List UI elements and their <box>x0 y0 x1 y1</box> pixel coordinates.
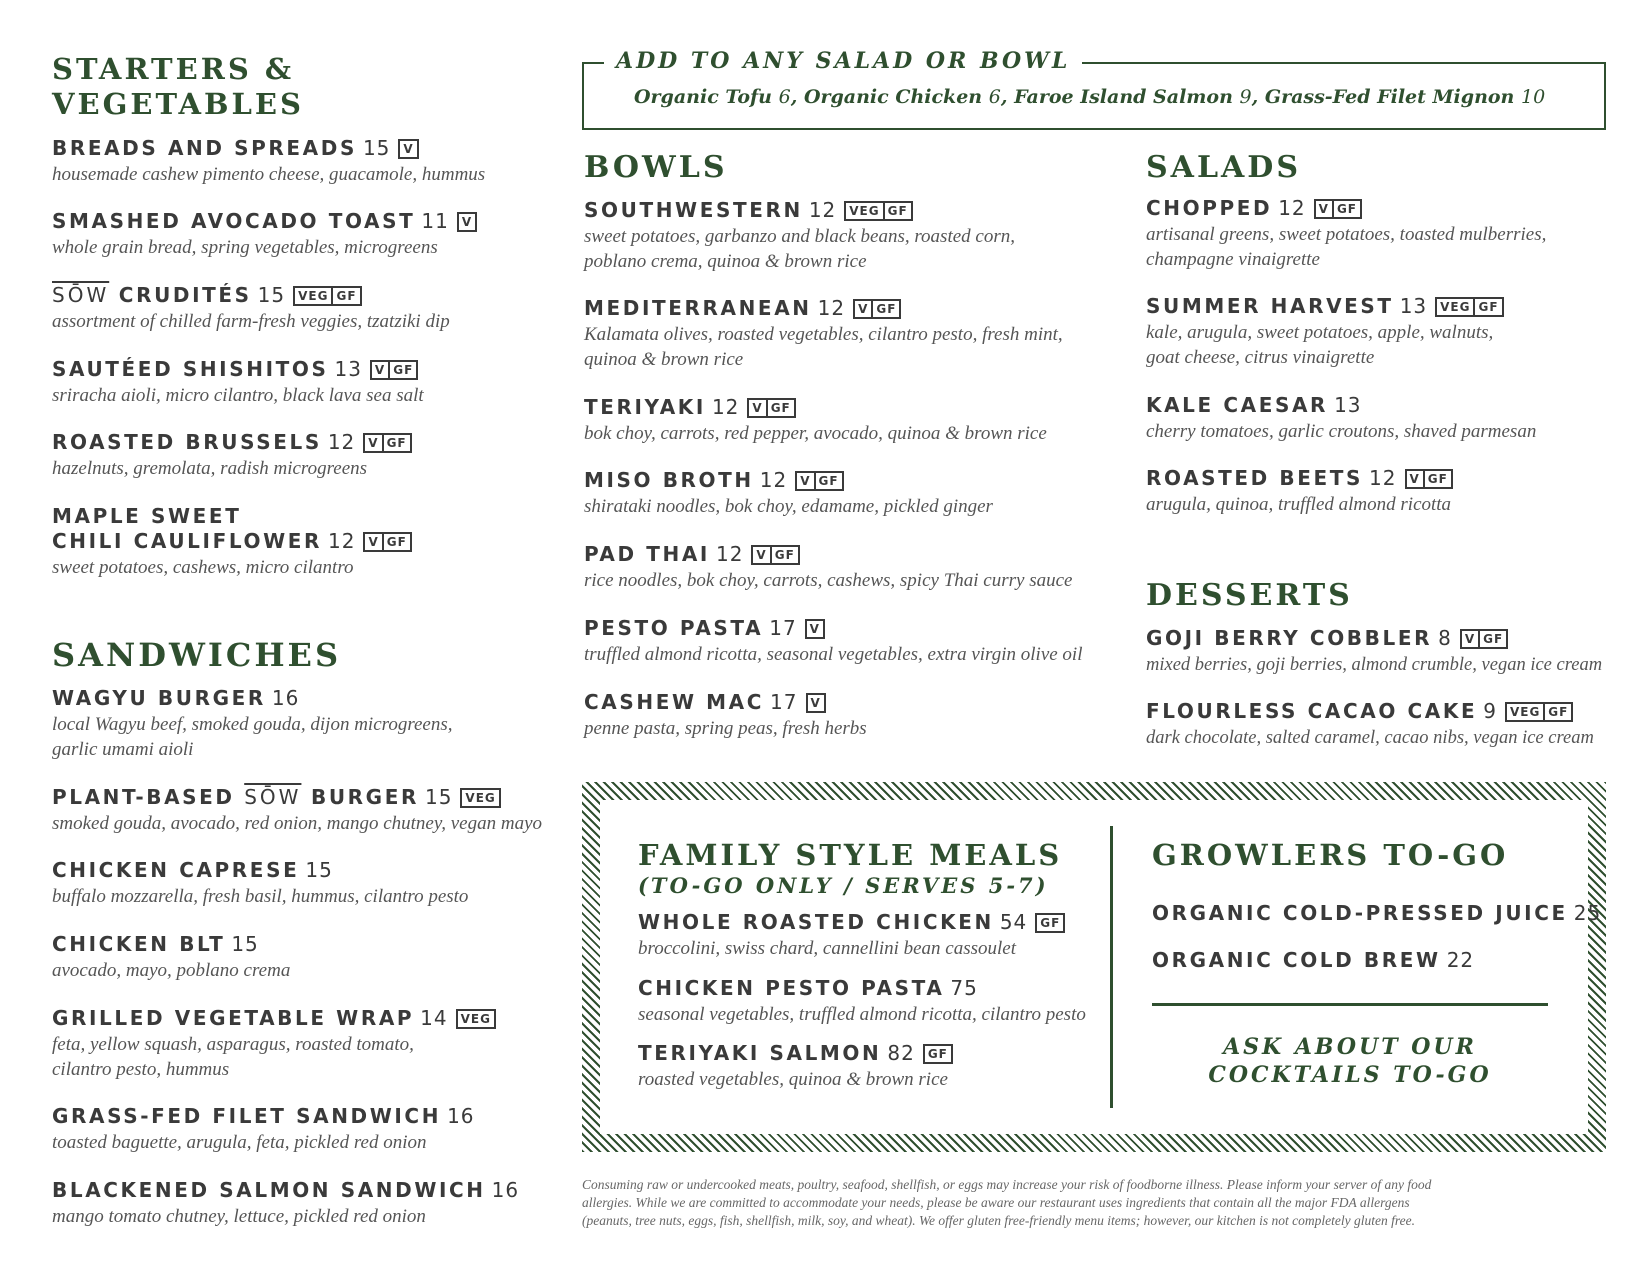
item-price: 12 <box>1278 196 1306 220</box>
item-name: MEDITERRANEAN <box>584 296 812 321</box>
item-name: SAUTÉED SHISHITOS <box>52 356 329 381</box>
item-name-prefix: PLANT-BASED <box>52 784 235 809</box>
item-price: 12 <box>711 394 740 419</box>
addon-price: 10 <box>1521 86 1546 108</box>
item-price: 75 <box>950 975 978 1000</box>
item-price: 13 <box>334 356 362 381</box>
diet-tag: GF <box>923 1044 953 1064</box>
menu-item <box>584 690 1104 742</box>
item-name: FLOURLESS CACAO CAKE <box>1146 699 1478 724</box>
item-description: mango tomato chutney, lettuce, pickled red onion <box>52 1205 426 1227</box>
item-price: 9 <box>1483 699 1497 724</box>
item-description: artisanal greens, sweet potatoes, toasted mulberries, champagne vinaigrette <box>1146 224 1547 270</box>
diet-tag: V <box>370 360 390 380</box>
addon-price: 6 <box>778 86 791 108</box>
diet-tag: GF <box>333 286 361 306</box>
item-name: CRUDITÉS <box>118 282 252 307</box>
item-description: housemade cashew pimento cheese, guacamole, hummus <box>52 163 486 185</box>
bowls-title: BOWLS <box>584 150 728 185</box>
horizontal-divider <box>1152 1003 1548 1006</box>
item-price: 12 <box>328 529 356 554</box>
item-name: GOJI BERRY COBBLER <box>1146 626 1433 650</box>
menu-item <box>584 198 1104 274</box>
diet-tag: V <box>805 619 825 639</box>
item-description: kale, arugula, sweet potatoes, apple, walnuts, goat cheese, citrus vinaigrette <box>1146 322 1494 369</box>
item-description: feta, yellow squash, asparagus, roasted tomato, cilantro pesto, hummus <box>52 1033 414 1080</box>
diet-tags <box>747 398 795 418</box>
desserts-section <box>1146 578 1636 772</box>
item-price: 12 <box>759 468 788 493</box>
diet-tags <box>456 1009 496 1029</box>
item-price: 16 <box>447 1104 475 1129</box>
diet-tags <box>805 619 825 639</box>
item-description: bok choy, carrots, red pepper, avocado, quinoa & brown rice <box>584 422 1047 444</box>
item-description: Kalamata olives, roasted vegetables, cilantro pesto, fresh mint, quinoa & brown rice <box>584 324 1063 371</box>
diet-tag: GF <box>1480 629 1508 649</box>
addon-name: Organic Tofu <box>634 86 772 108</box>
menu-item <box>638 976 1098 1028</box>
menu-item <box>1146 196 1626 272</box>
item-name: WAGYU BURGER <box>52 686 266 711</box>
item-price: 12 <box>715 542 744 567</box>
item-name: CHICKEN CAPRESE <box>52 858 300 883</box>
menu-item <box>584 395 1104 447</box>
diet-tag: GF <box>1334 199 1362 219</box>
menu-item <box>52 504 552 581</box>
item-description: dark chocolate, salted caramel, cacao nibs, vegan ice cream <box>1146 728 1594 749</box>
item-description: rice noodles, bok choy, carrots, cashews, spicy Thai curry sauce <box>584 570 1073 592</box>
item-name: PESTO PASTA <box>584 615 764 640</box>
item-description: cherry tomatoes, garlic croutons, shaved parmesan <box>1146 420 1537 442</box>
diet-tags <box>460 788 500 808</box>
diet-tag: V <box>1460 629 1480 649</box>
menu-item <box>1146 699 1636 750</box>
item-price: 14 <box>420 1005 448 1030</box>
menu-item <box>584 296 1104 372</box>
item-description: sriracha aioli, micro cilantro, black lava sea salt <box>52 384 424 406</box>
item-price: 8 <box>1438 626 1452 650</box>
item-price: 13 <box>1334 392 1362 417</box>
diet-tag: V <box>806 693 826 713</box>
menu-item <box>638 1041 1098 1093</box>
diet-tag: V <box>363 532 383 552</box>
item-description: hazelnuts, gremolata, radish microgreens <box>52 458 368 480</box>
growlers-section <box>1152 838 1602 973</box>
item-name: TERIYAKI SALMON <box>638 1041 882 1066</box>
diet-tags <box>806 693 826 713</box>
diet-tags <box>370 360 418 380</box>
item-name: BLACKENED SALMON SANDWICH <box>52 1177 486 1202</box>
item-price: 16 <box>491 1177 520 1202</box>
item-price: 16 <box>271 686 300 711</box>
diet-tags <box>1505 702 1573 722</box>
family-subtitle: (TO-GO ONLY / SERVES 5-7) <box>638 872 1049 898</box>
item-price: 17 <box>769 615 797 640</box>
sandwiches-title: SANDWICHES <box>52 636 342 674</box>
item-name: SOUTHWESTERN <box>584 198 803 222</box>
diet-tags <box>844 201 912 221</box>
diet-tag: GF <box>384 532 412 552</box>
item-price: 17 <box>770 689 798 714</box>
item-description: assortment of chilled farm-fresh veggies, tzatziki dip <box>52 310 450 332</box>
item-price: 12 <box>327 430 356 455</box>
diet-tag: GF <box>1035 913 1065 933</box>
diet-tag: V <box>751 545 771 565</box>
item-price: 12 <box>808 198 837 222</box>
item-price: 15 <box>305 858 333 883</box>
cocktails-callout: ASK ABOUT OUR COCKTAILS TO-GO <box>1208 1034 1492 1088</box>
diet-tags <box>1460 629 1508 649</box>
item-description: penne pasta, spring peas, fresh herbs <box>584 717 867 739</box>
item-price: 15 <box>424 784 453 809</box>
growlers-title: GROWLERS TO-GO <box>1152 838 1509 872</box>
item-description: toasted baguette, arugula, feta, pickled red onion <box>52 1132 427 1154</box>
menu-item <box>584 616 1104 668</box>
diet-tag: GF <box>885 201 913 221</box>
item-name: CHILI CAULIFLOWER <box>52 529 322 554</box>
diet-tags <box>363 433 411 453</box>
item-description: seasonal vegetables, truffled almond ricotta, cilantro pesto <box>638 1003 1086 1025</box>
diet-tags <box>457 212 477 232</box>
item-price: 22 <box>1446 947 1475 972</box>
salads-section <box>1146 150 1626 540</box>
diet-tag: GF <box>390 360 418 380</box>
addon-name: Faroe Island Salmon <box>1014 86 1233 108</box>
menu-item <box>52 209 552 261</box>
menu-item <box>52 858 572 910</box>
diet-tag: GF <box>873 299 901 319</box>
item-name: BURGER <box>311 784 419 809</box>
item-description: mixed berries, goji berries, almond crumble, vegan ice cream <box>1146 655 1603 675</box>
item-description: local Wagyu beef, smoked gouda, dijon microgreens, garlic umami aioli <box>52 714 453 761</box>
diet-tags <box>853 299 901 319</box>
item-name: KALE CAESAR <box>1146 392 1329 417</box>
diet-tag: GF <box>1425 469 1453 489</box>
item-description: truffled almond ricotta, seasonal vegetables, extra virgin olive oil <box>584 643 1083 665</box>
menu-item <box>52 1104 572 1156</box>
item-name: CASHEW MAC <box>584 689 765 714</box>
menu-item <box>1146 294 1626 370</box>
desserts-title: DESSERTS <box>1146 578 1353 613</box>
item-price: 54 <box>999 909 1028 934</box>
addon-price: 6 <box>988 86 1001 108</box>
diet-tag: VEG <box>1435 297 1475 317</box>
diet-tags <box>795 471 843 491</box>
item-description: sweet potatoes, cashews, micro cilantro <box>52 557 354 579</box>
menu-item <box>1146 466 1626 518</box>
vertical-divider <box>1110 826 1113 1108</box>
diet-tag: V <box>1314 199 1334 219</box>
diet-tag: VEG <box>456 1009 496 1029</box>
diet-tag: VEG <box>844 201 884 221</box>
diet-tag: VEG <box>293 286 333 306</box>
item-name: ORGANIC COLD BREW <box>1152 947 1441 972</box>
diet-tag: GF <box>384 433 412 453</box>
bowls-section <box>584 150 1104 763</box>
diet-tags <box>363 532 411 552</box>
item-name: PAD THAI <box>584 542 710 567</box>
item-price: 12 <box>817 296 846 321</box>
addon-price: 9 <box>1239 86 1252 108</box>
item-price: 13 <box>1399 294 1428 319</box>
starters-title: STARTERS & VEGETABLES <box>52 52 304 121</box>
growler-item <box>1152 948 1562 973</box>
item-name: ROASTED BRUSSELS <box>52 430 322 455</box>
item-name: CHICKEN PESTO PASTA <box>638 975 945 1000</box>
diet-tag: VEG <box>1505 702 1545 722</box>
diet-tags <box>1435 297 1503 317</box>
diet-tag: V <box>363 433 383 453</box>
item-name: TERIYAKI <box>584 394 706 419</box>
diet-tag: GF <box>768 398 796 418</box>
brand-mark: $\overline{SŌW}$ <box>52 282 110 307</box>
item-description: roasted vegetables, quinoa & brown rice <box>638 1069 948 1091</box>
item-price: 12 <box>1369 466 1397 491</box>
item-name: WHOLE ROASTED CHICKEN <box>638 909 994 934</box>
item-name: SUMMER HARVEST <box>1146 294 1394 319</box>
menu-item <box>52 785 572 837</box>
item-description: buffalo mozzarella, fresh basil, hummus, cilantro pesto <box>52 886 469 908</box>
family-section <box>638 838 1098 1093</box>
allergen-footnote: Consuming raw or undercooked meats, poultry, seafood, shellfish, or eggs may increase your risk of foodborne illness. Please inform your server of any food allergies. While we are committed to accommodate your needs, please be aware our restaurant uses ingredients that contain all the major FDA allergens (peanuts, tree nuts, eggs, fish, shellfish, milk, soy, and wheat). We offer gluten free-friendly menu items; however, our kitchen is not completely gluten free. <box>582 1177 1432 1229</box>
menu-item <box>52 430 552 482</box>
item-name: GRASS-FED FILET SANDWICH <box>52 1104 442 1129</box>
menu-item <box>52 357 552 409</box>
diet-tags <box>1035 913 1065 933</box>
item-price: 15 <box>362 135 391 160</box>
diet-tags <box>1405 469 1453 489</box>
item-name-line1: MAPLE SWEET <box>52 504 242 529</box>
menu-item <box>52 932 572 984</box>
diet-tag: V <box>1405 469 1425 489</box>
menu-item <box>1146 393 1626 445</box>
brand-mark: $\overline{SŌW}$ <box>244 784 302 809</box>
item-description: arugula, quinoa, truffled almond ricotta <box>1146 494 1452 516</box>
item-description: broccolini, swiss chard, cannellini bean cassoulet <box>638 937 1017 959</box>
item-name: BREADS AND SPREADS <box>52 135 357 160</box>
diet-tags <box>923 1044 953 1064</box>
item-description: avocado, mayo, poblano crema <box>52 960 291 982</box>
item-price: 25 <box>1573 900 1602 925</box>
addon-name: Organic Chicken <box>803 86 983 108</box>
sandwiches-section <box>52 636 572 1252</box>
item-name: GRILLED VEGETABLE WRAP <box>52 1005 415 1030</box>
item-description: shirataki noodles, bok choy, edamame, pickled ginger <box>584 496 993 518</box>
diet-tags <box>398 139 418 159</box>
diet-tag: GF <box>772 545 800 565</box>
item-price: 82 <box>887 1041 915 1066</box>
menu-item <box>1146 626 1636 677</box>
item-name: CHOPPED <box>1146 196 1273 220</box>
item-price: 15 <box>257 282 286 307</box>
diet-tag: GF <box>1545 702 1573 722</box>
starters-section <box>52 52 552 603</box>
item-description: whole grain bread, spring vegetables, microgreens <box>52 237 438 259</box>
diet-tag: GF <box>1475 297 1503 317</box>
menu-item <box>584 542 1104 594</box>
item-price: 11 <box>421 209 449 234</box>
item-description: sweet potatoes, garbanzo and black beans, roasted corn, poblano crema, quinoa & brown rice <box>584 226 1015 272</box>
addons-box <box>582 48 1606 130</box>
diet-tag: V <box>795 471 815 491</box>
addons-list: Organic Tofu 6, Organic Chicken 6, Faroe Island Salmon 9, Grass-Fed Filet Mignon 10 <box>634 86 1546 108</box>
salads-title: SALADS <box>1146 150 1301 185</box>
growler-item <box>1152 900 1602 926</box>
diet-tag: V <box>747 398 767 418</box>
item-description: smoked gouda, avocado, red onion, mango chutney, vegan mayo <box>52 812 543 834</box>
diet-tag: GF <box>816 471 844 491</box>
menu-item <box>52 136 552 188</box>
item-price: 15 <box>231 932 259 957</box>
item-name: CHICKEN BLT <box>52 932 226 957</box>
item-name: ORGANIC COLD-PRESSED JUICE <box>1152 900 1568 925</box>
diet-tag: V <box>457 212 477 232</box>
diet-tag: V <box>398 139 418 159</box>
item-name: MISO BROTH <box>584 468 754 493</box>
menu-item <box>638 910 1098 962</box>
menu-item <box>52 1006 572 1082</box>
family-title: FAMILY STYLE MEALS <box>638 838 1063 872</box>
menu-item <box>584 468 1104 520</box>
diet-tag: VEG <box>460 788 500 808</box>
item-name: SMASHED AVOCADO TOAST <box>52 209 416 234</box>
diet-tags <box>293 286 361 306</box>
item-name: ROASTED BEETS <box>1146 466 1364 491</box>
menu-item <box>52 1178 572 1230</box>
menu-item <box>52 283 552 335</box>
diet-tags <box>751 545 799 565</box>
addon-name: Grass-Fed Filet Mignon <box>1264 86 1515 108</box>
menu-item <box>52 686 572 762</box>
diet-tag: V <box>853 299 873 319</box>
diet-tags <box>1314 199 1362 219</box>
addons-title: ADD TO ANY SALAD OR BOWL <box>604 48 1082 74</box>
